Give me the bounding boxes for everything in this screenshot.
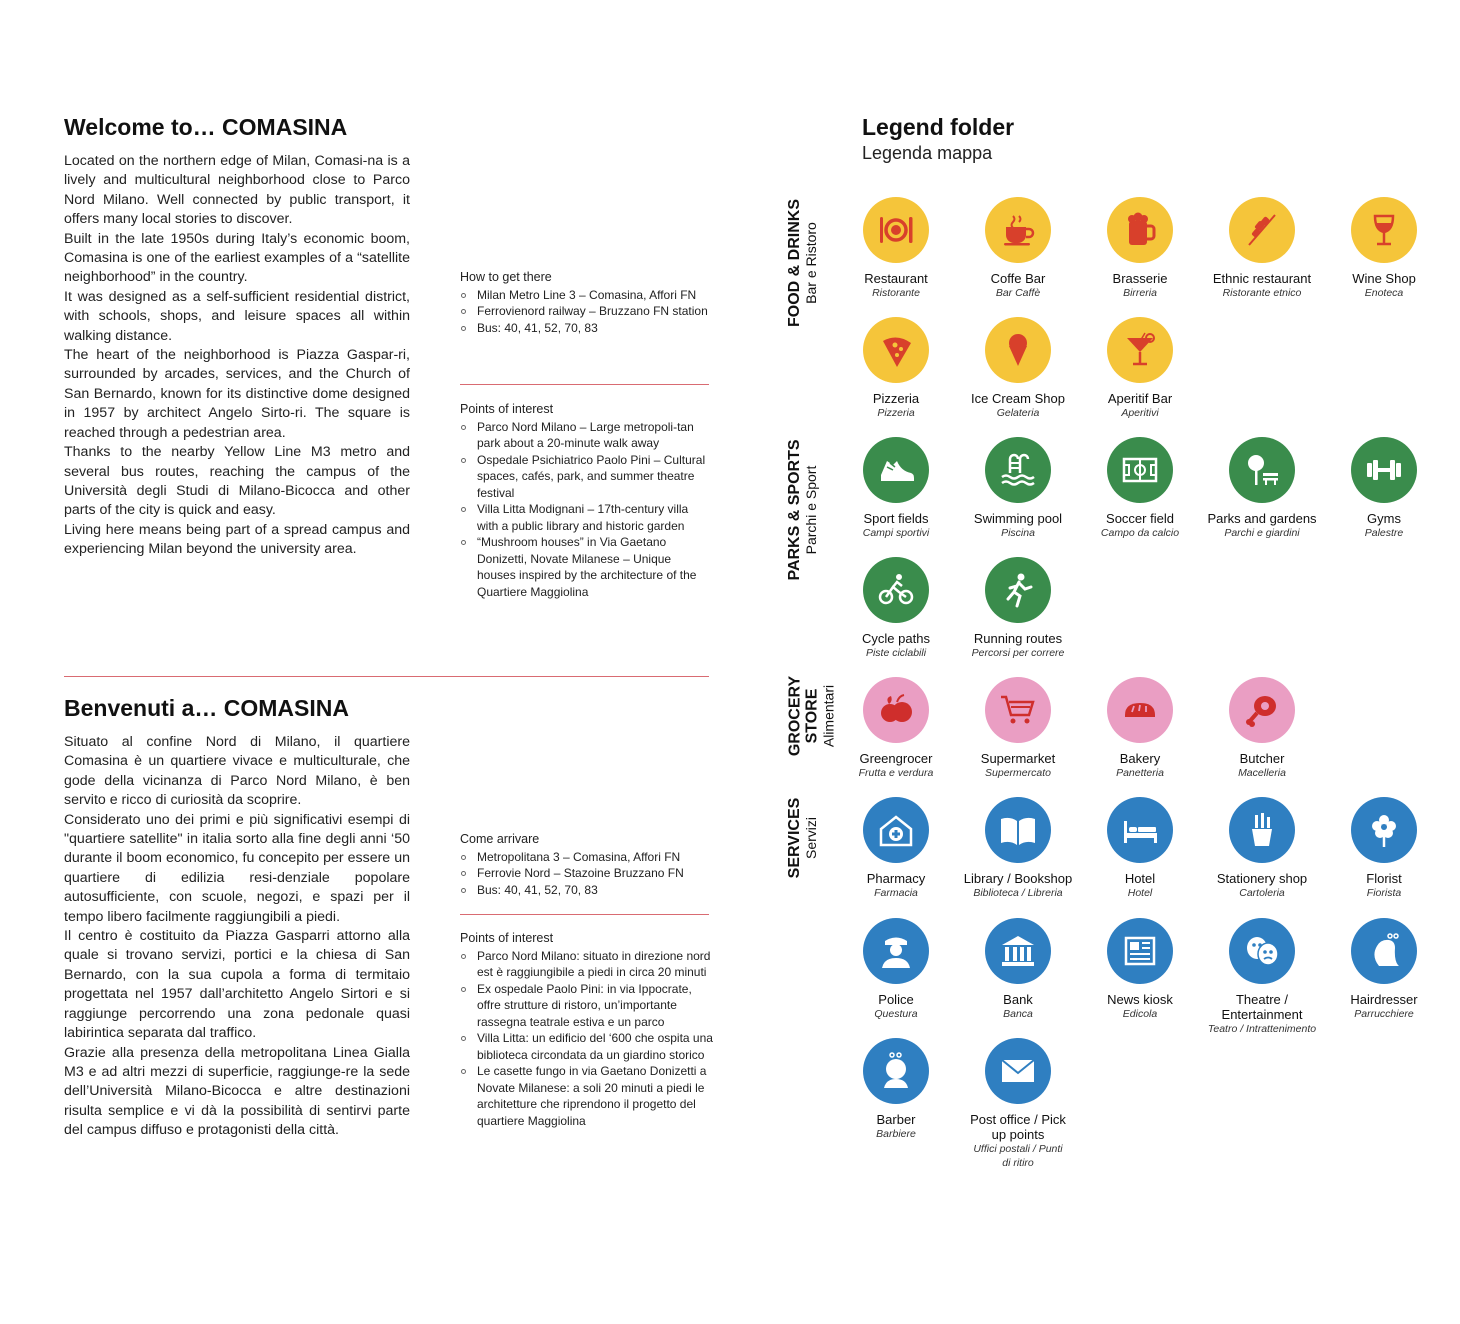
- legend-item-open-book: [948, 797, 1088, 900]
- benvenuti-paragraph: Considerato uno dei primi e più significativi esempi di "quartiere satellite" in italia sorto alla fine degli anni ‘50 durante il boom economico, fu concepito per essere un quartiere di edilizia resi-denziale popolare autosufficiente, con scuole, negozi, e spazi per il tempo libero facilmente raggiungibili a piedi.: [64, 811, 410, 925]
- legend-item-pool-ladder: [948, 437, 1088, 540]
- legend-item-fruit: [826, 677, 966, 780]
- legend-item-ice-cream-cone: [948, 317, 1088, 420]
- legend-item-barber: [826, 1038, 966, 1141]
- legend-item-restaurant: [826, 197, 966, 300]
- newspaper-icon: [1107, 918, 1173, 984]
- legend-item-beer-mug: [1070, 197, 1210, 300]
- hairdresser-icon: [1351, 918, 1417, 984]
- legend-item-sublabel: Percorsi per correre: [971, 647, 1065, 659]
- poi-item: Parco Nord Milano – Large metropoli-tan park about a 20-minute walk away: [460, 419, 712, 452]
- poi-item: Le casette fungo in via Gaetano Donizetti a Novate Milanese: a soli 20 minuti a piedi le architetture che riprendono il progetto del quartiere Maggiolina: [460, 1063, 716, 1129]
- legend-item-runner: [948, 557, 1088, 660]
- category-sub: Alimentari: [820, 684, 837, 748]
- runner-icon: [985, 557, 1051, 623]
- legend-item-police-officer: [826, 918, 966, 1021]
- legend-item-sublabel: Supermercato: [985, 767, 1051, 779]
- how-to-get-there: [460, 269, 712, 336]
- cocktail-icon: [1107, 317, 1173, 383]
- legend-item-label: Bakery: [1119, 751, 1161, 766]
- legend-item-label: Library / Bookshop: [963, 871, 1073, 886]
- benvenuti-paragraph: Grazie alla presenza della metropolitana Linea Gialla M3 e ad altri mezzi di superficie, raggiunge-re la sede dell’Università Milano-Bicocca e altre destinazioni risulta semplice e vi dà la possibilità di sentirvi parte del campus diffuso e protagonisti della città.: [64, 1044, 410, 1139]
- poi-item: Ex ospedale Paolo Pini: in via Ippocrate, offre strutture di ristoro, un’importante rassegna teatrale estiva e un parco: [460, 981, 716, 1031]
- welcome-paragraph: Located on the northern edge of Milan, Comasi-na is a lively and multicultural neighborhood close to Parco Nord Milano. Well connected by public transport, it offers many local stories to discover.: [64, 153, 410, 228]
- legend-item-sublabel: Ristorante etnico: [1222, 287, 1302, 299]
- pool-ladder-icon: [985, 437, 1051, 503]
- legend-item-sublabel: Frutta e verdura: [858, 767, 934, 779]
- legend-item-label: Swimming pool: [973, 511, 1063, 526]
- legend-item-sublabel: Edicola: [1122, 1008, 1158, 1020]
- category-main: FOOD & DRINKS: [786, 199, 803, 327]
- legend-item-kebab: [1192, 197, 1332, 300]
- ice-cream-cone-icon: [985, 317, 1051, 383]
- benvenuti-title: Benvenuti a… COMASINA: [64, 695, 349, 721]
- legend-item-sublabel: Biblioteca / Libreria: [973, 887, 1063, 899]
- legend-item-label: Pharmacy: [866, 871, 926, 886]
- kebab-icon: [1229, 197, 1295, 263]
- soccer-field-icon: [1107, 437, 1173, 503]
- legend-item-sublabel: Fiorista: [1366, 887, 1402, 899]
- category-main: GROCERY: [786, 675, 804, 757]
- legend-item-sublabel: Birreria: [1123, 287, 1157, 299]
- legend-item-label: Gyms: [1367, 511, 1401, 526]
- legend-item-sublabel: Ristorante: [872, 287, 920, 299]
- police-officer-icon: [863, 918, 929, 984]
- points-of-interest-it: [460, 930, 716, 1129]
- legend-item-sublabel: Uffici postali / Punti di ritiro: [973, 1143, 1063, 1169]
- legend-item-envelope: [948, 1038, 1088, 1170]
- how-item: Ferrovie Nord – Stazoine Bruzzano FN: [460, 865, 716, 882]
- legend-subtitle: Legenda mappa: [862, 143, 993, 163]
- poi-title: Points of interest: [460, 402, 554, 416]
- legend-title: Legend folder: [862, 114, 1015, 140]
- legend-item-wine-glass: [1314, 197, 1454, 300]
- legend-item-sublabel: Macelleria: [1238, 767, 1286, 779]
- coffee-cup-icon: [985, 197, 1051, 263]
- flower-icon: [1351, 797, 1417, 863]
- legend-item-pencil-cup: [1192, 797, 1332, 900]
- legend-item-sublabel: Barbiere: [876, 1128, 916, 1140]
- dumbbell-icon: [1351, 437, 1417, 503]
- category-services: [786, 798, 820, 879]
- legend-item-label: Ice Cream Shop: [971, 391, 1065, 406]
- shopping-cart-icon: [985, 677, 1051, 743]
- how-item: Milan Metro Line 3 – Comasina, Affori FN: [460, 287, 712, 304]
- legend-item-label: Wine Shop: [1352, 271, 1416, 286]
- legend-item-sublabel: Farmacia: [874, 887, 918, 899]
- welcome-title: Welcome to… COMASINA: [64, 114, 348, 140]
- legend-item-coffee-cup: [948, 197, 1088, 300]
- how-item: Metropolitana 3 – Comasina, Affori FN: [460, 849, 716, 866]
- legend-item-label: Ethnic restaurant: [1212, 271, 1312, 286]
- legend-item-label: Greengrocer: [859, 751, 933, 766]
- legend-item-label: News kiosk: [1107, 992, 1173, 1007]
- beer-mug-icon: [1107, 197, 1173, 263]
- legend-item-label: Theatre / Entertainment: [1221, 992, 1303, 1022]
- bed-icon: [1107, 797, 1173, 863]
- legend-item-bank-building: [948, 918, 1088, 1021]
- welcome-body: [64, 152, 410, 560]
- legend-item-sublabel: Pizzeria: [877, 407, 915, 419]
- benvenuti-paragraph: Situato al confine Nord di Milano, il quartiere Comasina è un quartiere vivace e multiculturale, che gode della vicinanza di Parco Nord Milano, è ben servito e ricco di curiosità da scoprire.: [64, 734, 410, 809]
- category-sub: Bar e Ristoro: [803, 222, 819, 304]
- legend-item-bread: [1070, 677, 1210, 780]
- legend-item-sublabel: Hotel: [1127, 887, 1153, 899]
- legend-item-cyclist: [826, 557, 966, 660]
- legend-item-bed: [1070, 797, 1210, 900]
- legend-item-label: Hotel: [1124, 871, 1156, 886]
- legend-item-label: Barber: [876, 1112, 916, 1127]
- legend-item-label: Restaurant: [864, 271, 928, 286]
- legend-item-pharmacy-cross: [826, 797, 966, 900]
- legend-item-label: Butcher: [1239, 751, 1285, 766]
- legend-item-label: Supermarket: [980, 751, 1056, 766]
- legend-item-sublabel: Parchi e giardini: [1224, 527, 1300, 539]
- how-title: How to get there: [460, 270, 552, 284]
- legend-item-sublabel: Questura: [874, 1008, 918, 1020]
- category-main: SERVICES: [786, 797, 803, 879]
- legend-item-sublabel: Gelateria: [996, 407, 1040, 419]
- poi-item: Villa Litta Modignani – 17th-century villa with a public library and historic garden: [460, 501, 712, 534]
- legend-item-pizza-slice: [826, 317, 966, 420]
- points-of-interest: [460, 401, 712, 600]
- legend-item-label: Sport fields: [863, 511, 929, 526]
- poi-item: “Mushroom houses” in Via Gaetano Donizetti, Novate Milanese – Unique houses inspired by the architecture of the Quartiere Maggiolina: [460, 534, 712, 600]
- poi-item: Parco Nord Milano: situato in direzione nord est è raggiungibile a piedi in circa 20 minuti: [460, 948, 716, 981]
- pharmacy-cross-icon: [863, 797, 929, 863]
- legend-item-hairdresser: [1314, 918, 1454, 1021]
- legend-item-sublabel: Campi sportivi: [862, 527, 930, 539]
- welcome-paragraph: Thanks to the nearby Yellow Line M3 metro and several bus routes, reaching the campus of the Università degli Studi di Milano-Bicocca and other parts of the city is quick and easy.: [64, 444, 410, 519]
- language-divider: [64, 676, 709, 677]
- legend-item-label: Post office / Pick up points: [970, 1112, 1066, 1142]
- category-main: PARKS & SPORTS: [786, 439, 803, 581]
- category-sub: Parchi e Sport: [803, 465, 819, 555]
- legend-item-shopping-cart: [948, 677, 1088, 780]
- how-item: Bus: 40, 41, 52, 70, 83: [460, 320, 712, 337]
- legend-item-sublabel: Piscina: [1001, 527, 1035, 539]
- envelope-icon: [985, 1038, 1051, 1104]
- legend-item-label: Running routes: [973, 631, 1063, 646]
- pizza-slice-icon: [863, 317, 929, 383]
- legend-item-sublabel: Bar Caffè: [995, 287, 1041, 299]
- ham-leg-icon: [1229, 677, 1295, 743]
- legend-item-sublabel: Campo da calcio: [1100, 527, 1180, 539]
- legend-item-sublabel: Aperitivi: [1121, 407, 1159, 419]
- legend-item-ham-leg: [1192, 677, 1332, 780]
- category-sub: Servizi: [803, 817, 819, 860]
- legend-item-sublabel: Cartoleria: [1239, 887, 1285, 899]
- legend-item-sublabel: Piste ciclabili: [865, 647, 927, 659]
- theatre-masks-icon: [1229, 918, 1295, 984]
- legend-item-soccer-field: [1070, 437, 1210, 540]
- welcome-paragraph: Living here means being part of a spread campus and experiencing Milan beyond the university area.: [64, 521, 410, 558]
- legend-item-label: Parks and gardens: [1207, 511, 1317, 526]
- come-arrivare: [460, 831, 716, 898]
- legend-item-cocktail: [1070, 317, 1210, 420]
- poi-item: Villa Litta: un edificio del ‘600 che ospita una biblioteca circondata da un giardino storico: [460, 1030, 716, 1063]
- legend-item-sublabel: Banca: [1003, 1008, 1033, 1020]
- restaurant-icon: [863, 197, 929, 263]
- legend-item-dumbbell: [1314, 437, 1454, 540]
- legend-item-label: Brasserie: [1112, 271, 1168, 286]
- poi-title: Points of interest: [460, 931, 554, 945]
- legend-item-sublabel: Enoteca: [1364, 287, 1404, 299]
- fruit-icon: [863, 677, 929, 743]
- welcome-paragraph: The heart of the neighborhood is Piazza Gaspar-ri, surrounded by arcades, services, and the Church of San Bernardo, known for its distinctive dome designed in 1957 by architect Angelo Sirto-ri. The square is reached through a pedestrian area.: [64, 347, 410, 441]
- legend-item-theatre-masks: [1192, 918, 1332, 1036]
- benvenuti-paragraph: Il centro è costituito da Piazza Gasparri attorno alla quale si trovano servizi, portici e la chiesa di San Bernardo, con la sua cupola a forma di termitaio progettata nel 1957 dall’architetto Angelo Sirtori e si raggiunge percorrendo una zona pedonale quasi labirintica separata dal traffico.: [64, 928, 410, 1042]
- legend-item-sneaker: [826, 437, 966, 540]
- legend-item-label: Aperitif Bar: [1107, 391, 1173, 406]
- bank-building-icon: [985, 918, 1051, 984]
- category-food-drinks: [786, 199, 820, 327]
- open-book-icon: [985, 797, 1051, 863]
- section-divider: [460, 914, 709, 915]
- cyclist-icon: [863, 557, 929, 623]
- legend-item-newspaper: [1070, 918, 1210, 1021]
- category-main: STORE: [803, 688, 821, 744]
- legend-item-sublabel: Panetteria: [1116, 767, 1164, 779]
- legend-item-flower: [1314, 797, 1454, 900]
- barber-icon: [863, 1038, 929, 1104]
- how-item: Bus: 40, 41, 52, 70, 83: [460, 882, 716, 899]
- legend-item-label: Hairdresser: [1350, 992, 1418, 1007]
- how-item: Ferrovienord railway – Bruzzano FN station: [460, 303, 712, 320]
- legend-item-label: Florist: [1366, 871, 1402, 886]
- legend-item-sublabel: Palestre: [1364, 527, 1404, 539]
- legend-item-label: Coffe Bar: [990, 271, 1046, 286]
- sneaker-icon: [863, 437, 929, 503]
- benvenuti-body: [64, 733, 410, 1141]
- poi-item: Ospedale Psichiatrico Paolo Pini – Cultural spaces, cafés, park, and summer theatre festival: [460, 452, 712, 502]
- section-divider: [460, 384, 709, 385]
- legend-item-label: Police: [878, 992, 914, 1007]
- legend-item-label: Pizzeria: [872, 391, 920, 406]
- legend-item-label: Bank: [1003, 992, 1033, 1007]
- legend-item-label: Stationery shop: [1216, 871, 1308, 886]
- legend-item-tree-bench: [1192, 437, 1332, 540]
- bread-icon: [1107, 677, 1173, 743]
- tree-bench-icon: [1229, 437, 1295, 503]
- legend-item-label: Soccer field: [1106, 511, 1174, 526]
- legend-item-sublabel: Teatro / Intrattenimento: [1207, 1023, 1317, 1035]
- welcome-paragraph: Built in the late 1950s during Italy’s economic boom, Comasina is one of the earliest examples of a “satellite neighborhood” in the country.: [64, 230, 410, 286]
- welcome-paragraph: It was designed as a self-sufficient residential district, with schools, shops, and leisure spaces all within walking distance.: [64, 288, 410, 344]
- legend-item-sublabel: Parrucchiere: [1354, 1008, 1414, 1020]
- legend-item-label: Cycle paths: [862, 631, 930, 646]
- pencil-cup-icon: [1229, 797, 1295, 863]
- category-parks-sports: [786, 439, 820, 580]
- how-title: Come arrivare: [460, 832, 540, 846]
- wine-glass-icon: [1351, 197, 1417, 263]
